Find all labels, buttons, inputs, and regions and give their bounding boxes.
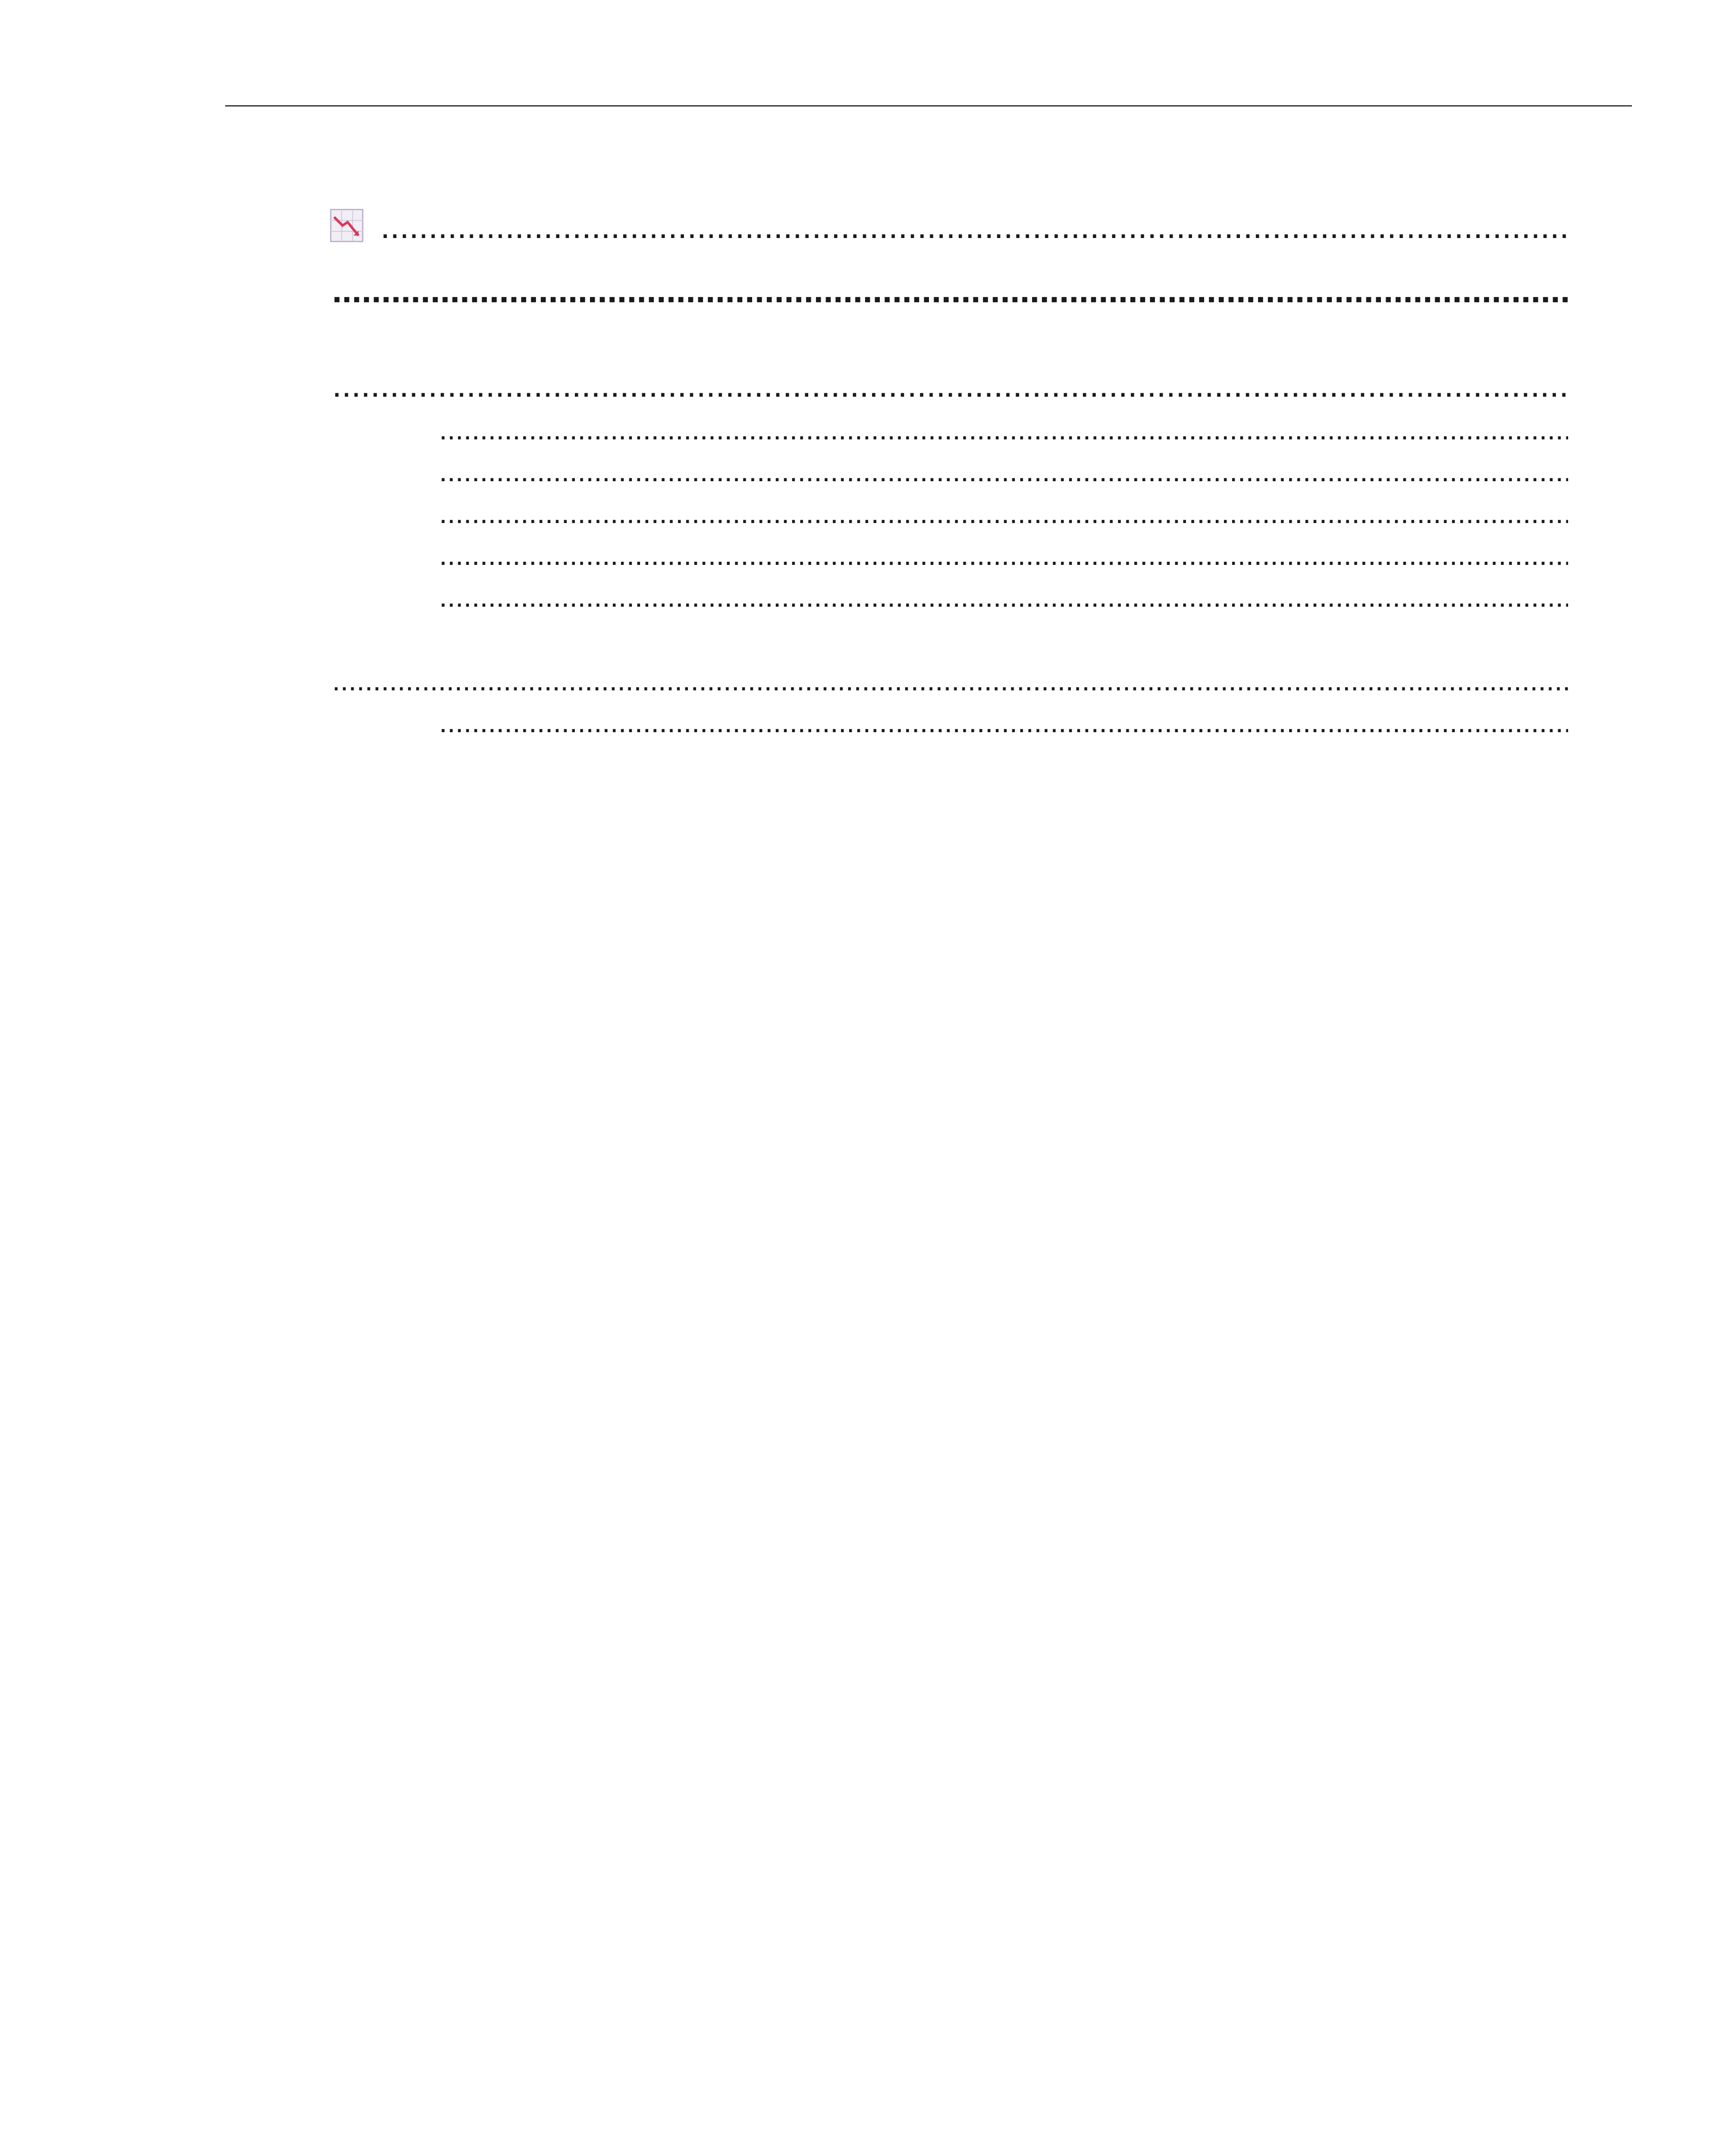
toc-entry-number <box>329 618 436 660</box>
toc-entry-6-1-6[interactable] <box>225 618 1571 702</box>
toc-entry-6-1-5[interactable] <box>225 576 1571 618</box>
toc-entry-6-1-2[interactable] <box>225 451 1571 492</box>
leader-dots <box>439 492 1568 534</box>
toc-chapter-6[interactable] <box>225 267 1571 314</box>
header-rule <box>225 105 1632 107</box>
leader-dots <box>439 702 1568 743</box>
leader-dots <box>380 203 1568 250</box>
table-of-contents <box>225 203 1571 743</box>
toc-entry-6-1-1[interactable] <box>225 409 1571 451</box>
leader-dots <box>332 660 1568 702</box>
toc-entry-6-1[interactable] <box>225 314 1571 409</box>
toc-entry-6-1-7[interactable] <box>225 702 1571 743</box>
leader-dots <box>439 409 1568 451</box>
leader-dots <box>439 534 1568 576</box>
leader-dots <box>332 267 1568 314</box>
leader-dots <box>439 451 1568 492</box>
chart-down-icon <box>329 209 364 242</box>
toc-entry-6-1-4[interactable] <box>225 534 1571 576</box>
toc-entry-title <box>329 203 378 250</box>
leader-dots <box>332 361 1568 409</box>
toc-entry-6-1-3[interactable] <box>225 492 1571 534</box>
toc-entry-5-7[interactable] <box>225 203 1571 250</box>
leader-dots <box>439 576 1568 618</box>
